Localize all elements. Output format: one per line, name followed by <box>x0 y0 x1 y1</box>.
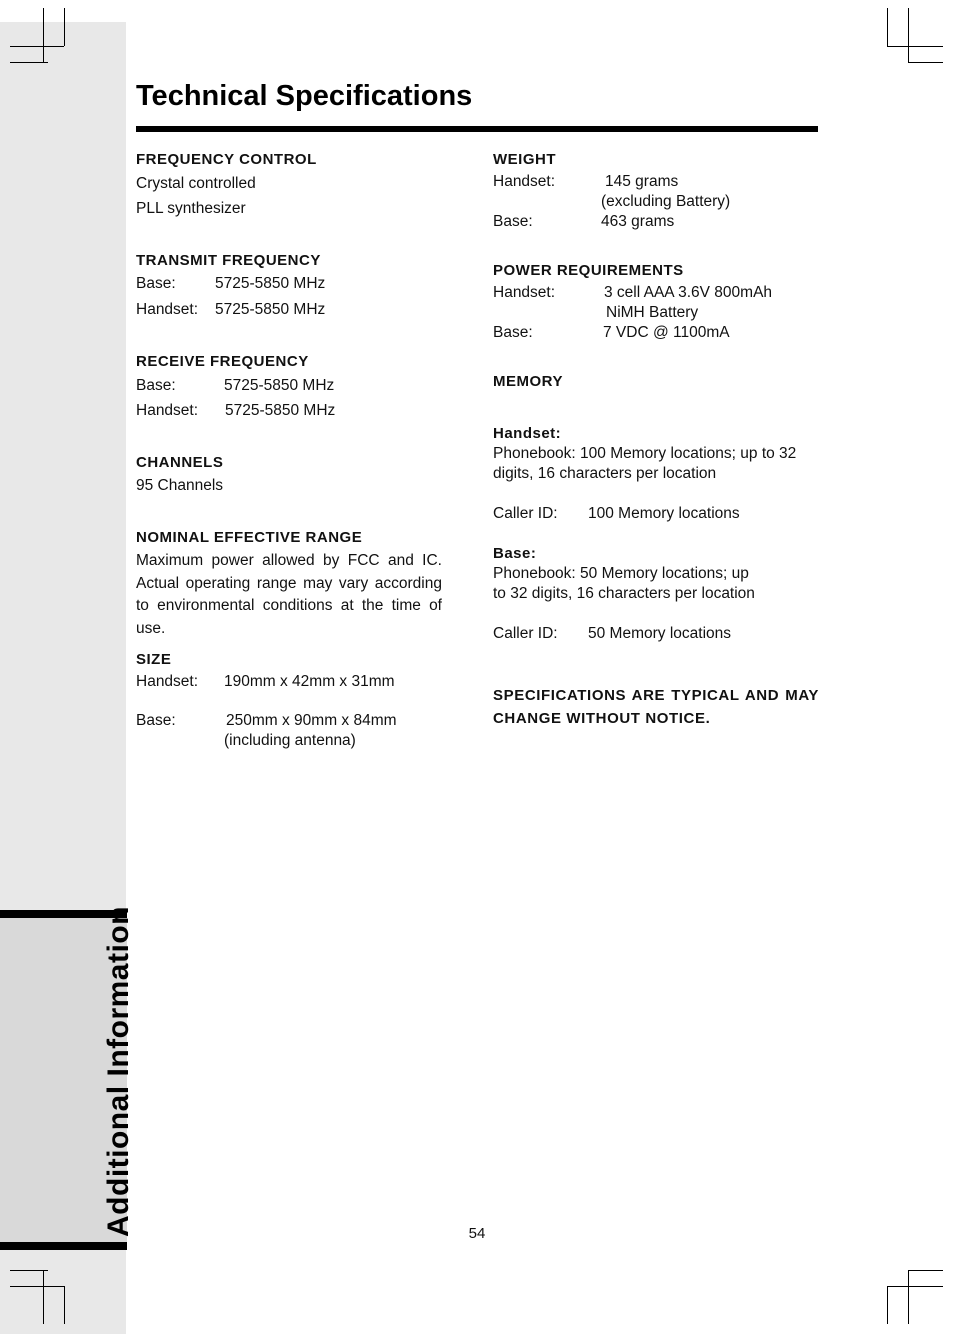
spec-note: (including antenna) <box>224 732 356 749</box>
subsection-heading: Base: <box>493 545 537 562</box>
size-section <box>136 650 442 751</box>
section-heading: CHANNELS <box>136 454 224 471</box>
weight-section <box>493 150 819 232</box>
right-column <box>493 150 819 730</box>
spec-row <box>493 212 819 232</box>
channels-section <box>136 453 442 496</box>
section-heading: RECEIVE FREQUENCY <box>136 353 309 370</box>
transmit-frequency-section <box>136 251 442 320</box>
spec-label: Base: <box>493 213 533 230</box>
section-heading: POWER REQUIREMENTS <box>493 262 684 279</box>
page-title: Technical Specifications <box>136 80 473 112</box>
memory-section <box>493 372 819 644</box>
spec-value: 100 Memory locations <box>588 505 740 522</box>
spec-label: Base: <box>136 275 176 292</box>
frequency-control-section <box>136 150 442 219</box>
spec-row <box>493 172 819 192</box>
page-number: 54 <box>468 1225 486 1242</box>
spec-row <box>493 283 819 303</box>
spec-label: Base: <box>136 377 176 394</box>
spec-row <box>136 376 442 396</box>
range-section <box>136 528 442 640</box>
spec-label: Handset: <box>493 284 556 301</box>
spec-line: PLL synthesizer <box>136 200 246 217</box>
spec-value: 3 cell AAA 3.6V 800mAh <box>604 284 773 301</box>
receive-frequency-section <box>136 352 442 421</box>
subsection-heading: Handset: <box>493 425 562 442</box>
memory-text: to 32 digits, 16 characters per location <box>493 585 755 602</box>
section-heading: TRANSMIT FREQUENCY <box>136 252 321 269</box>
spec-value: 7 VDC @ 1100mA <box>603 324 730 341</box>
spec-line: Crystal controlled <box>136 175 256 192</box>
spec-value: 5725-5850 MHz <box>215 275 326 292</box>
spec-value: 463 grams <box>601 213 675 230</box>
memory-text: Phonebook: 50 Memory locations; up <box>493 565 749 582</box>
spec-label: Caller ID: <box>493 505 558 522</box>
spec-row <box>136 401 442 421</box>
spec-value: 5725-5850 MHz <box>215 301 326 318</box>
spec-row <box>493 624 819 644</box>
spec-line: 95 Channels <box>136 477 224 494</box>
spec-label: Handset: <box>136 402 199 419</box>
power-section <box>493 261 819 343</box>
spec-value: 190mm x 42mm x 31mm <box>224 673 395 690</box>
title-rule <box>136 126 818 132</box>
spec-label: Handset: <box>136 673 199 690</box>
spec-label: Caller ID: <box>493 625 558 642</box>
spec-value: 5725-5850 MHz <box>225 402 336 419</box>
section-heading: MEMORY <box>493 373 563 390</box>
spec-row <box>136 300 442 320</box>
spec-label: Handset: <box>493 173 556 190</box>
section-heading: FREQUENCY CONTROL <box>136 151 317 168</box>
spec-row <box>136 711 442 731</box>
spec-label: Handset: <box>136 301 199 318</box>
spec-row <box>136 672 442 692</box>
section-heading: NOMINAL EFFECTIVE RANGE <box>136 529 363 546</box>
spec-row <box>493 323 819 343</box>
spec-row <box>136 274 442 294</box>
memory-text: Phonebook: 100 Memory locations; up to 32 digits, 16 characters per location <box>493 445 797 482</box>
notice-text: SPECIFICATIONS ARE TYPICAL AND MAY CHANGE WITHOUT NOTICE. <box>493 687 819 727</box>
section-heading: SIZE <box>136 651 172 668</box>
spec-label: Base: <box>136 712 176 729</box>
spec-note: (excluding Battery) <box>601 193 731 210</box>
spec-value: 50 Memory locations <box>588 625 732 642</box>
side-tab-label: Additional Information <box>102 906 135 1237</box>
spec-value: 5725-5850 MHz <box>224 377 335 394</box>
section-heading: WEIGHT <box>493 151 556 168</box>
spec-value: 250mm x 90mm x 84mm <box>226 712 397 729</box>
spec-label: Base: <box>493 324 533 341</box>
spec-note: NiMH Battery <box>606 304 699 321</box>
spec-row <box>493 504 819 524</box>
left-column <box>136 150 442 751</box>
range-text: Maximum power allowed by FCC and IC. Actual operating range may vary according to environmental conditions at the time of use. <box>136 552 442 637</box>
spec-value: 145 grams <box>605 173 679 190</box>
